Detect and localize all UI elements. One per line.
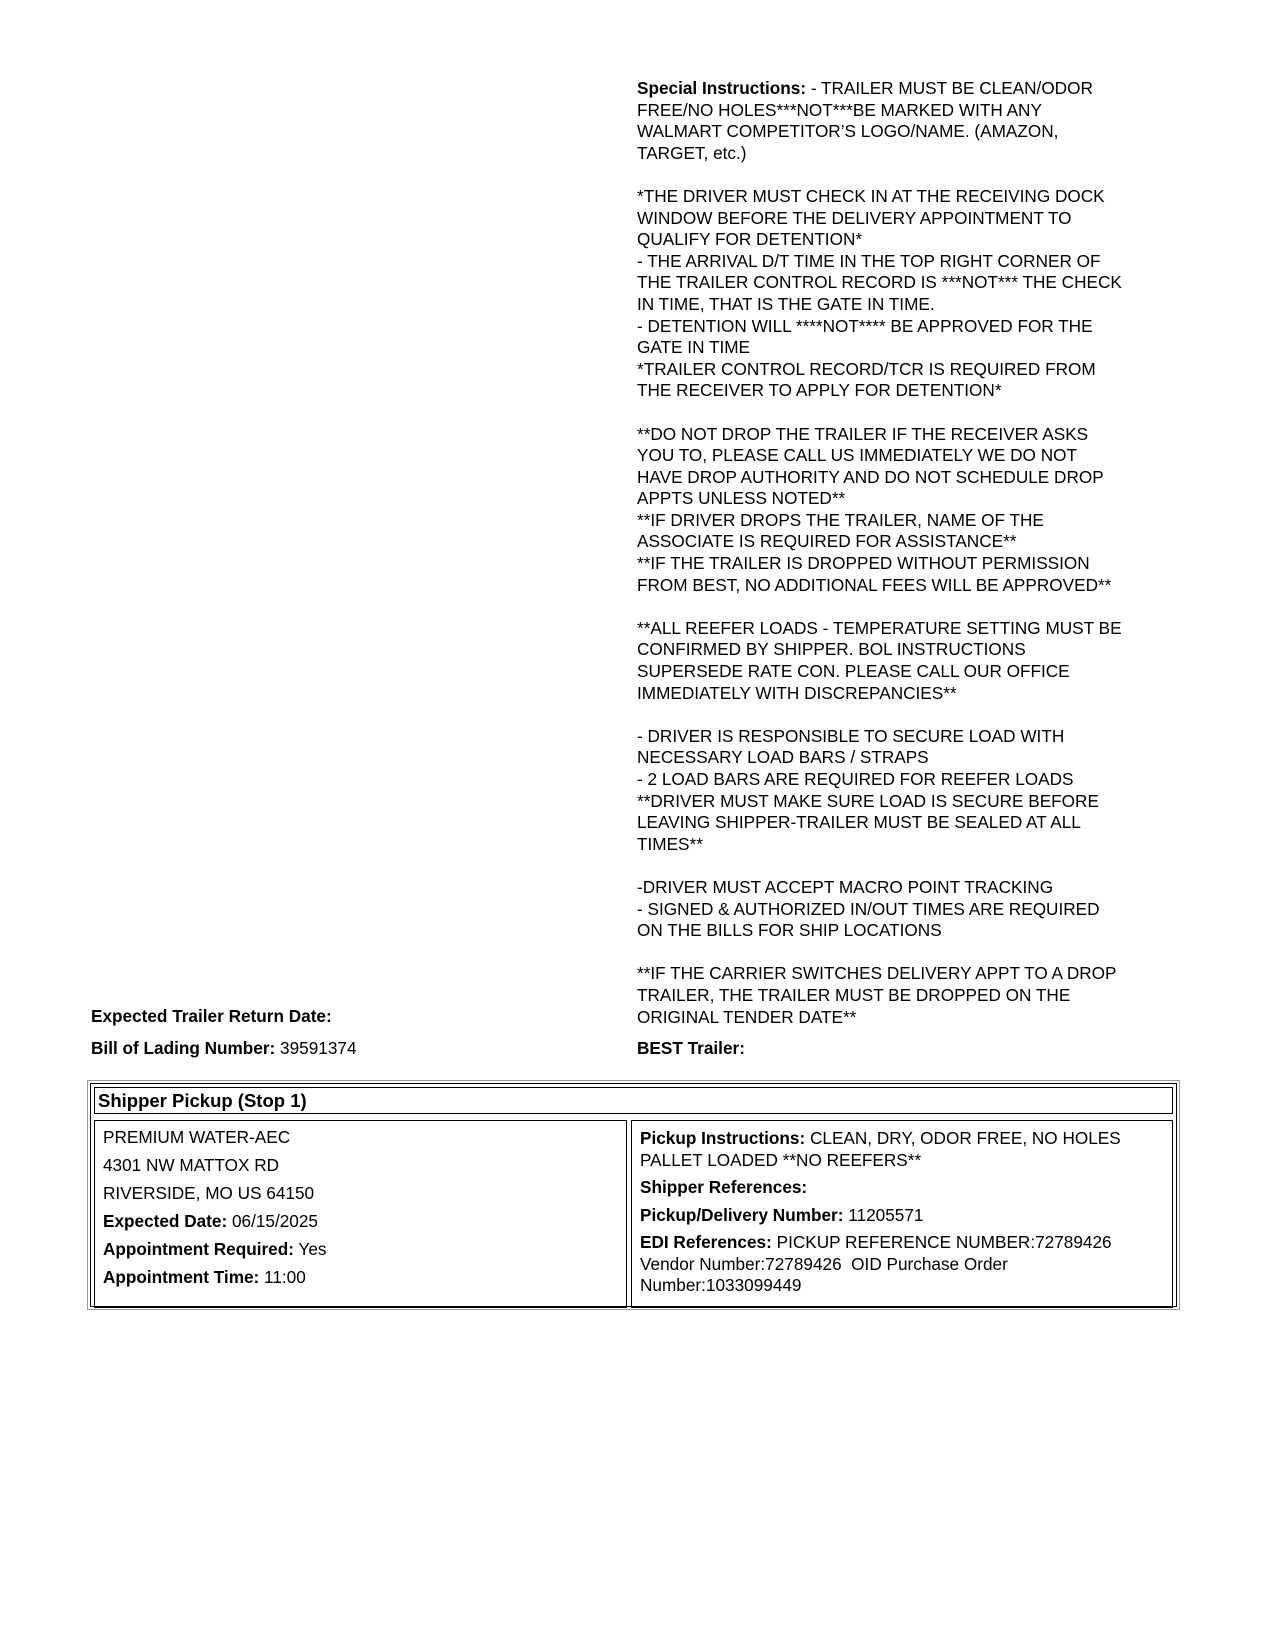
expected-date-value: 06/15/2025 [227, 1211, 318, 1231]
stop-header: Shipper Pickup (Stop 1) [94, 1087, 1173, 1114]
special-instructions-para-4 [637, 618, 1177, 704]
special-instructions-line: SUPERSEDE RATE CON. PLEASE CALL OUR OFFICE [637, 661, 1070, 682]
special-instructions-para-3 [637, 424, 1177, 597]
special-instructions-para-7 [637, 963, 1177, 1028]
special-instructions-line: *THE DRIVER MUST CHECK IN AT THE RECEIVING DOCK [637, 185, 1105, 206]
appointment-required [103, 1239, 326, 1260]
special-instructions-line: THE TRAILER CONTROL RECORD IS ***NOT*** THE CHECK [637, 272, 1122, 293]
special-instructions-line: -DRIVER MUST ACCEPT MACRO POINT TRACKING [637, 876, 1054, 897]
expected-trailer-return-date [91, 1006, 332, 1028]
special-instructions-line: - DRIVER IS RESPONSIBLE TO SECURE LOAD WITH [637, 725, 1065, 746]
special-instructions-line: *TRAILER CONTROL RECORD/TCR IS REQUIRED FROM [637, 358, 1096, 379]
special-instructions-line: TIMES** [637, 833, 703, 854]
pickup-instructions-line-1: CLEAN, DRY, ODOR FREE, NO HOLES [805, 1128, 1121, 1148]
special-instructions-line: **DRIVER MUST MAKE SURE LOAD IS SECURE BEFORE [637, 790, 1099, 811]
bill-of-lading-number: 39591374 [275, 1038, 357, 1058]
special-instructions [637, 78, 1177, 1028]
edi-references-line-2: Vendor Number:72789426 OID Purchase Order [640, 1253, 1008, 1274]
shipper-references [640, 1177, 1166, 1199]
special-instructions-line: GATE IN TIME [637, 337, 751, 358]
appointment-required-label: Appointment Required: [103, 1239, 294, 1259]
pickup-delivery-value: 11205571 [843, 1205, 924, 1225]
special-instructions-line: WALMART COMPETITOR’S LOGO/NAME. (AMAZON, [637, 121, 1059, 142]
special-instructions-line: Special Instructions: - TRAILER MUST BE CLEAN/ODOR [637, 78, 1093, 98]
special-instructions-line: **IF THE TRAILER IS DROPPED WITHOUT PERMISSION [637, 553, 1090, 574]
shipper-name: PREMIUM WATER-AEC [103, 1127, 291, 1147]
stop-table-inner [90, 1083, 1177, 1307]
special-instructions-line: ORIGINAL TENDER DATE** [637, 1006, 857, 1027]
bill-of-lading-label: Bill of Lading Number: [91, 1038, 276, 1058]
edi-references [640, 1232, 1166, 1297]
shipper-address-line-2: RIVERSIDE, MO US 64150 [103, 1183, 315, 1203]
shipper-info-cell [94, 1120, 627, 1308]
special-instructions-line: IN TIME, THAT IS THE GATE IN TIME. [637, 293, 935, 314]
pickup-instructions-label: Pickup Instructions: [640, 1128, 806, 1148]
best-trailer [637, 1038, 745, 1060]
special-instructions-line: APPTS UNLESS NOTED** [637, 488, 846, 509]
best-trailer-label: BEST Trailer: [637, 1038, 745, 1058]
appointment-time-label: Appointment Time: [103, 1267, 260, 1287]
appointment-time [103, 1267, 306, 1288]
expected-trailer-return-label: Expected Trailer Return Date: [91, 1006, 332, 1026]
edi-references-line-3: Number:1033099449 [640, 1275, 802, 1295]
special-instructions-label: Special Instructions: [637, 78, 807, 98]
special-instructions-para-1 [637, 78, 1177, 164]
special-instructions-line: CONFIRMED BY SHIPPER. BOL INSTRUCTIONS [637, 639, 1026, 660]
shipper-references-label: Shipper References: [640, 1177, 808, 1197]
bill-of-lading [91, 1038, 357, 1060]
special-instructions-line: ON THE BILLS FOR SHIP LOCATIONS [637, 920, 942, 941]
special-instructions-line: **IF THE CARRIER SWITCHES DELIVERY APPT TO A DROP [637, 963, 1117, 984]
special-instructions-line: YOU TO, PLEASE CALL US IMMEDIATELY WE DO NOT [637, 445, 1077, 466]
special-instructions-line: - SIGNED & AUTHORIZED IN/OUT TIMES ARE REQUIRED [637, 898, 1100, 919]
special-instructions-para-5 [637, 726, 1177, 856]
appointment-required-value: Yes [293, 1239, 327, 1259]
stop-table [87, 1080, 1180, 1310]
special-instructions-line: QUALIFY FOR DETENTION* [637, 229, 863, 250]
special-instructions-line: FREE/NO HOLES***NOT***BE MARKED WITH ANY [637, 99, 1042, 120]
special-instructions-line: **IF DRIVER DROPS THE TRAILER, NAME OF THE [637, 509, 1044, 530]
special-instructions-line: IMMEDIATELY WITH DISCREPANCIES** [637, 682, 957, 703]
special-instructions-line: NECESSARY LOAD BARS / STRAPS [637, 747, 929, 768]
shipper-address-line-1: 4301 NW MATTOX RD [103, 1155, 280, 1175]
special-instructions-line: **DO NOT DROP THE TRAILER IF THE RECEIVER ASKS [637, 423, 1089, 444]
pickup-delivery-label: Pickup/Delivery Number: [640, 1205, 844, 1225]
special-instructions-line: **ALL REEFER LOADS - TEMPERATURE SETTING MUST BE [637, 617, 1122, 638]
special-instructions-line: WINDOW BEFORE THE DELIVERY APPOINTMENT TO [637, 207, 1072, 228]
expected-date-label: Expected Date: [103, 1211, 228, 1231]
special-instructions-line: - DETENTION WILL ****NOT**** BE APPROVED FOR THE [637, 315, 1093, 336]
pickup-details-cell [631, 1120, 1173, 1308]
expected-date [103, 1211, 318, 1232]
special-instructions-para-6 [637, 877, 1177, 942]
special-instructions-line: THE RECEIVER TO APPLY FOR DETENTION* [637, 380, 1002, 401]
special-instructions-line: ASSOCIATE IS REQUIRED FOR ASSISTANCE** [637, 531, 1017, 552]
special-instructions-line: TRAILER, THE TRAILER MUST BE DROPPED ON THE [637, 984, 1071, 1005]
pickup-instructions [640, 1128, 1166, 1171]
pickup-instructions-line-2: PALLET LOADED **NO REEFERS** [640, 1149, 922, 1170]
special-instructions-line: - THE ARRIVAL D/T TIME IN THE TOP RIGHT CORNER OF [637, 250, 1101, 271]
pickup-delivery-number [640, 1205, 1166, 1227]
special-instructions-line: TARGET, etc.) [637, 142, 747, 163]
special-instructions-line: FROM BEST, NO ADDITIONAL FEES WILL BE APPROVED** [637, 574, 1112, 595]
appointment-time-value: 11:00 [259, 1267, 306, 1287]
special-instructions-line: LEAVING SHIPPER-TRAILER MUST BE SEALED AT ALL [637, 812, 1081, 833]
special-instructions-line: HAVE DROP AUTHORITY AND DO NOT SCHEDULE DROP [637, 466, 1104, 487]
edi-references-label: EDI References: [640, 1232, 772, 1252]
special-instructions-para-2 [637, 186, 1177, 402]
special-instructions-line: - 2 LOAD BARS ARE REQUIRED FOR REEFER LOADS [637, 769, 1074, 789]
edi-references-line-1: PICKUP REFERENCE NUMBER:72789426 [771, 1232, 1112, 1252]
